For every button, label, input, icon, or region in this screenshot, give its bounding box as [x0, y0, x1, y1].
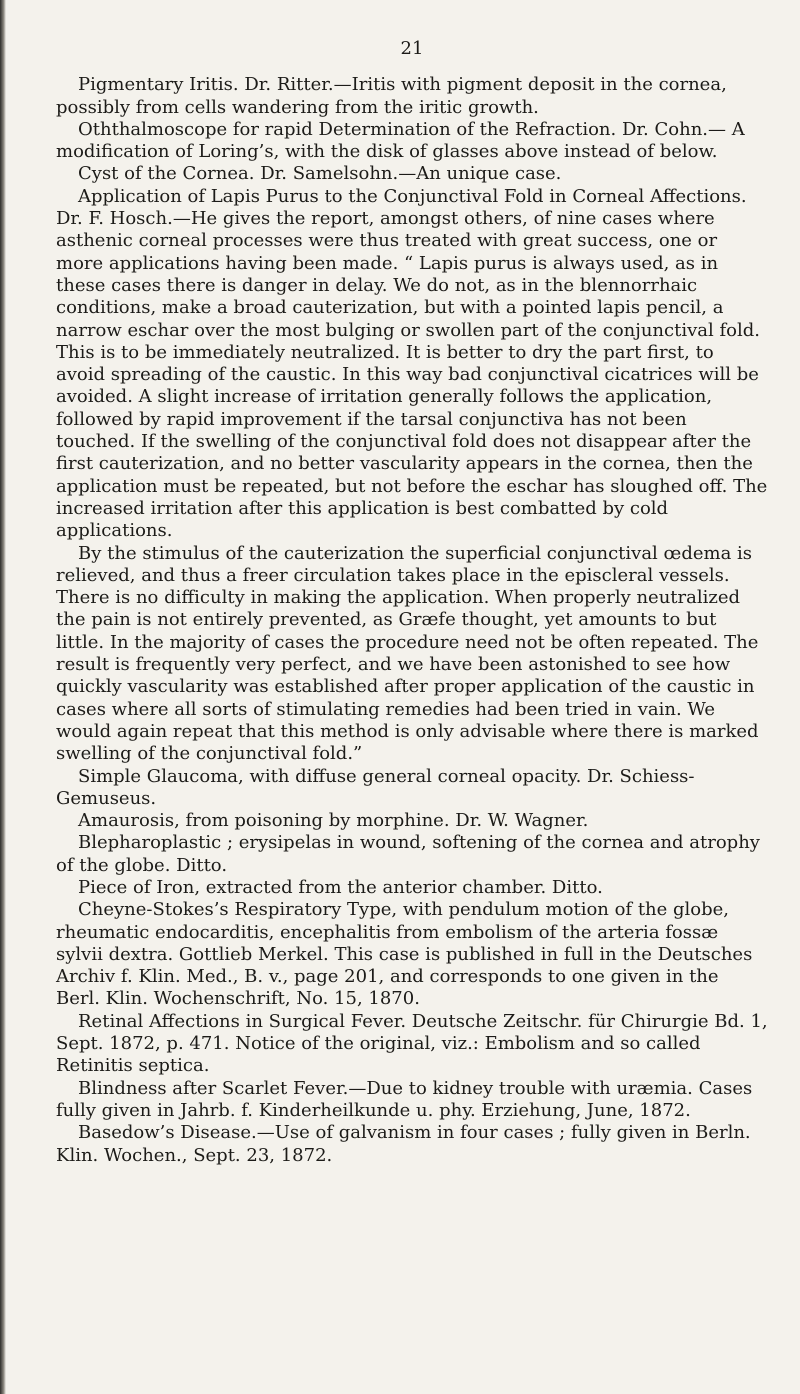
entry-text-end: . [150, 787, 157, 809]
entry-text: Deutsche Zeitschr. für Chirurgie Bd. 1, Sept. 1872, p. 471. Notice of the original, viz.: Embolism and so called Retinitis septica. [56, 1010, 768, 1077]
entry-title: Amaurosis, [78, 810, 180, 832]
entry-text: .— A modification of Loring’s, with the disk of glasses above instead of below. [56, 118, 745, 163]
entry-text: with pendulum motion of the globe, rheumatic endocarditis, encephalitis from embolism of the arteria fossæ sylvii dextra. Gottlieb Merkel. This case is published in full in the Deutsches Archiv f. Klin. Med., B. v., page 201, and corresponds to one given in the Berl. Klin. Wochenschrift, No. 15, 1870. [56, 899, 753, 1010]
entry-lapis-purus [56, 186, 768, 543]
entry-simple-glaucoma [56, 766, 768, 811]
entry-text: erysipelas in wound, softening of the cornea and atrophy of the globe. Ditto. [56, 832, 760, 876]
entry-author-prefix: Dr. [616, 118, 655, 140]
entry-text: .—Iritis with pigment deposit in the cornea, possibly from cells wandering from the iritic growth. [56, 74, 727, 118]
entry-author: Wagner [514, 810, 583, 832]
entry-title: Retinal Affections in Surgical Fever. [78, 1010, 407, 1032]
page-number: 21 [400, 38, 424, 59]
entry-title: Blindness after Scarlet Fever. [78, 1077, 349, 1099]
entry-piece-of-iron [56, 877, 768, 899]
entry-title: Blepharoplastic ; [78, 832, 234, 854]
page-edge-shadow [0, 0, 6, 1394]
entry-text: .—He gives the report, amongst others, of nine cases where asthenic corneal processes were thus treated with great success, one or more applications having been made. “ Lapis purus is always used, as in these cases there is danger in delay. We do not, as in the blennorrhaic conditions, make a broad cauterization, but with a pointed lapis pencil, a narrow eschar over the most bulging or swollen part of the conjunctival fold. This is to be immediately neutralized. It is better to dry the part first, to avoid spreading of the caustic. In this way bad conjunctival cicatrices will be avoided. A slight increase of irritation generally follows the application, followed by rapid improvement if the tarsal conjunctiva has not been touched. If the swelling of the conjunctival fold does not disappear after the first cauterization, and no better vascularity appears in the cornea, then the application must be repeated, but not before the eschar has sloughed off. The increased irritation after this application is best combatted by cold applications. [56, 208, 768, 542]
entry-author: Schiess-Gemuseus [56, 765, 695, 809]
entry-author: Cohn [654, 118, 703, 140]
entry-title: Oththalmoscope for rapid Determination of the Refraction. [78, 118, 617, 140]
entry-blepharoplastic [56, 832, 768, 877]
entry-title: Piece of Iron, [78, 876, 201, 898]
entry-text: —Due to kidney trouble with uræmia. Cases fully given in Jahrb. f. Kinderheilkunde u. phy. Erziehung, June, 1872. [56, 1077, 753, 1121]
entry-blindness-scarlet [56, 1078, 768, 1123]
entry-title: Application of Lapis Purus to the Conjunctival Fold in Corneal Affections. [78, 185, 747, 207]
entry-text: with diffuse general corneal opacity. Dr. [243, 765, 620, 787]
entry-text-end: . [582, 810, 589, 832]
entry-retinal-affections [56, 1011, 768, 1078]
entry-title: Cheyne-Stokes’s Respiratory Type, [78, 899, 398, 921]
entry-author-prefix: Dr. [238, 74, 277, 96]
entry-author: Ritter [276, 74, 328, 96]
entry-author: Samelsohn [292, 163, 393, 185]
entry-cheyne-stokes [56, 899, 768, 1010]
continuation-paragraph: By the stimulus of the cauterization the superficial conjunctival œdema is relieved, and thus a freer circulation takes place in the episcleral vessels. There is no difficulty in making the application. When properly neutralized the pain is not entirely prevented, as Græfe thought, yet amounts to but little. In the majority of cases the procedure need not be often repeated. The result is frequently very perfect, and we have been astonished to see how quickly vascularity was established after proper application of the caustic in cases where all sorts of stimulating remedies had been tried in vain. We would again repeat that this method is only advisable where there is marked swelling of the conjunctival fold.” [56, 542, 759, 765]
entry-title: Basedow’s Disease. [78, 1122, 257, 1144]
entry-pigmentary-iritis [56, 74, 768, 119]
entry-basedow [56, 1122, 768, 1167]
entry-cyst-cornea [56, 163, 768, 185]
book-page [56, 38, 768, 1167]
entry-text: —Use of galvanism in four cases ; fully given in Berln. Klin. Wochen., Sept. 23, 1872. [56, 1122, 751, 1166]
entry-amaurosis [56, 810, 768, 832]
entry-text: .—An unique case. [392, 163, 562, 185]
entry-text: extracted from the anterior chamber. Ditto. [200, 876, 603, 898]
entry-author-prefix: Dr. F. [56, 208, 110, 230]
entry-title: Pigmentary Iritis. [78, 74, 239, 96]
entry-author: Hosch [109, 208, 168, 230]
entry-title: Simple Glaucoma, [78, 765, 244, 787]
entry-ophthalmoscope [56, 119, 768, 164]
entry-title: Cyst of the Cornea. [78, 163, 255, 185]
entry-author-prefix: Dr. [254, 163, 293, 185]
entry-text: from poisoning by morphine. Dr. W. [179, 810, 515, 832]
